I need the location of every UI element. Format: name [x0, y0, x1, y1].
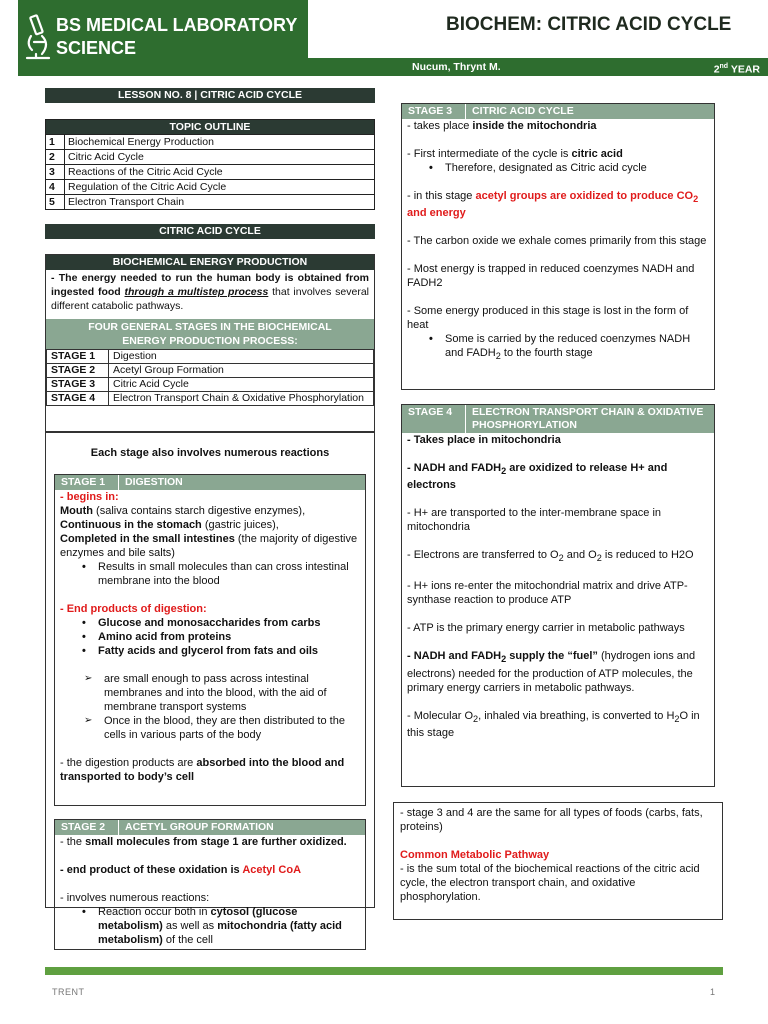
table-row: STAGE 4 Electron Transport Chain & Oxidative Phosphorylation	[47, 392, 374, 406]
common-pathway-definition: - is the sum total of the biochemical reactions of the citric acid cycle, the electron transport chain, and oxidative phosphorylation.	[400, 863, 700, 903]
author-name: Nucum, Thrynt M.	[412, 61, 501, 73]
stage2-content: - the small molecules from stage 1 are further oxidized. - end product of these oxidation is Acetyl CoA - involves numerous reactions: • Reaction occur both in cytosol (glucose metabolism) as well as mitochondria (fatty acid metabolism) of the cell	[55, 835, 365, 951]
author-bar	[308, 58, 768, 76]
stage4-box	[401, 404, 715, 787]
header-banner	[18, 0, 308, 76]
lesson-title: LESSON NO. 8 | CITRIC ACID CYCLE	[45, 88, 375, 103]
bep-title: BIOCHEMICAL ENERGY PRODUCTION	[46, 255, 374, 270]
table-row: 1 Biochemical Energy Production	[46, 135, 375, 150]
microscope-icon	[22, 12, 52, 64]
bep-intro: - The energy needed to run the human body is obtained from ingested food through a multistep process that involves several different catabolic pathways.	[51, 272, 369, 312]
list-item: ➢ Once in the blood, they are then distributed to the cells in various parts of the body	[60, 714, 361, 742]
stages-title: FOUR GENERAL STAGES IN THE BIOCHEMICAL ENERGY PRODUCTION PROCESS:	[46, 319, 374, 349]
table-row: 3 Reactions of the Citric Acid Cycle	[46, 165, 375, 180]
table-row: STAGE 3 Citric Acid Cycle	[47, 378, 374, 392]
list-item: • Amino acid from proteins	[60, 630, 361, 644]
common-note: - stage 3 and 4 are the same for all types of foods (carbs, fats, proteins)	[400, 807, 703, 833]
list-item: • Some is carried by the reduced coenzymes NADH and $FADH_2$ to the fourth stage	[407, 332, 710, 363]
footer-author: TRENT	[52, 987, 85, 997]
stage4-header: STAGE 4 ELECTRON TRANSPORT CHAIN & OXIDATIVE PHOSPHORYLATION	[402, 405, 714, 433]
stages-note: Each stage also involves numerous reactions	[90, 447, 330, 459]
topic-outline-title: TOPIC OUTLINE	[46, 120, 375, 135]
table-row: STAGE 2 Acetyl Group Formation	[47, 364, 374, 378]
stage3-box	[401, 103, 715, 390]
list-item: • Reaction occur both in cytosol (glucose metabolism) as well as mitochondria (fatty acid metabolism) of the cell	[60, 905, 361, 947]
list-item: • Fatty acids and glycerol from fats and oils	[60, 644, 361, 658]
table-row: 2 Citric Acid Cycle	[46, 150, 375, 165]
year-level: 2nd YEAR	[713, 63, 760, 76]
common-pathway-box	[393, 802, 723, 920]
section-title: CITRIC ACID CYCLE	[45, 224, 375, 239]
list-item: ➢ are small enough to pass across intestinal membranes and into the blood, with the aid of membrane transport systems	[60, 672, 361, 714]
stage1-content: - begins in: Mouth (saliva contains starch digestive enzymes), Continuous in the stomach (gastric juices), Completed in the small intestines (the majority of digestive enzymes and bile salts) • Results in small molecules than can cross intestinal membrane into the blood - End products of digestion: • Glucose and monosaccharides from carbs • Amino acid from proteins • Fatty acids and glycerol from fats and oils ➢ are small enough to pass across intestinal membranes and into the blood, with the aid of membrane transport systems ➢ Once in the blood, they are then distributed to the cells in various parts of the body - the digestion products are absorbed into the blood and transported to body’s cell	[55, 490, 365, 788]
stage1-header: STAGE 1 DIGESTION	[55, 475, 365, 490]
stage3-content: - takes place inside the mitochondria - First intermediate of the cycle is citric acid • Therefore, designated as Citric acid cycle - in this stage acetyl groups are oxidized to produce $CO_2$ and energy - The carbon oxide we exhale comes primarily from this stage - Most energy is trapped in reduced coenzymes NADH and FADH2 - Some energy produced in this stage is lost in the form of heat • Some is carried by the reduced coenzymes NADH and $FADH_2$ to the fourth stage	[402, 119, 714, 367]
stage4-content: - Takes place in mitochondria - NADH and $FADH_2$ are oxidized to release H+ and electrons - H+ are transported to the inter-membrane space in mitochondria - Electrons are transferred to $O_2$ and $O_2$ is reduced to H2O - H+ ions re-enter the mitochondrial matrix and drive ATP-synthase reaction to produce ATP - ATP is the primary energy carrier in metabolic pathways - NADH and $FADH_2$ supply the “fuel” (hydrogen ions and electrons) needed for the production of ATP molecules, the primary energy carriers in metabolic pathways. - Molecular $O_2$, inhaled via breathing, is converted to $H_2O$ in this stage	[407, 434, 700, 739]
table-row: 4 Regulation of the Citric Acid Cycle	[46, 180, 375, 195]
list-item: • Results in small molecules than can cross intestinal membrane into the blood	[60, 560, 361, 588]
stages-table	[46, 349, 374, 406]
page-number: 1	[710, 987, 716, 997]
list-item: • Glucose and monosaccharides from carbs	[60, 616, 361, 630]
topic-outline-table	[45, 119, 375, 210]
table-row: 5 Electron Transport Chain	[46, 195, 375, 210]
table-row: STAGE 1 Digestion	[47, 350, 374, 364]
common-pathway-title: Common Metabolic Pathway	[400, 849, 550, 861]
list-item: • Therefore, designated as Citric acid cycle	[407, 161, 710, 175]
stage2-header: STAGE 2 ACETYL GROUP FORMATION	[55, 820, 365, 835]
stage3-header: STAGE 3 CITRIC ACID CYCLE	[402, 104, 714, 119]
stage2-box	[54, 819, 366, 950]
course-title: BIOCHEM: CITRIC ACID CYCLE	[446, 14, 732, 35]
stage1-box	[54, 474, 366, 806]
program-title: BS MEDICAL LABORATORY SCIENCE	[56, 15, 298, 58]
bep-box	[45, 254, 375, 432]
footer-line	[45, 967, 723, 975]
